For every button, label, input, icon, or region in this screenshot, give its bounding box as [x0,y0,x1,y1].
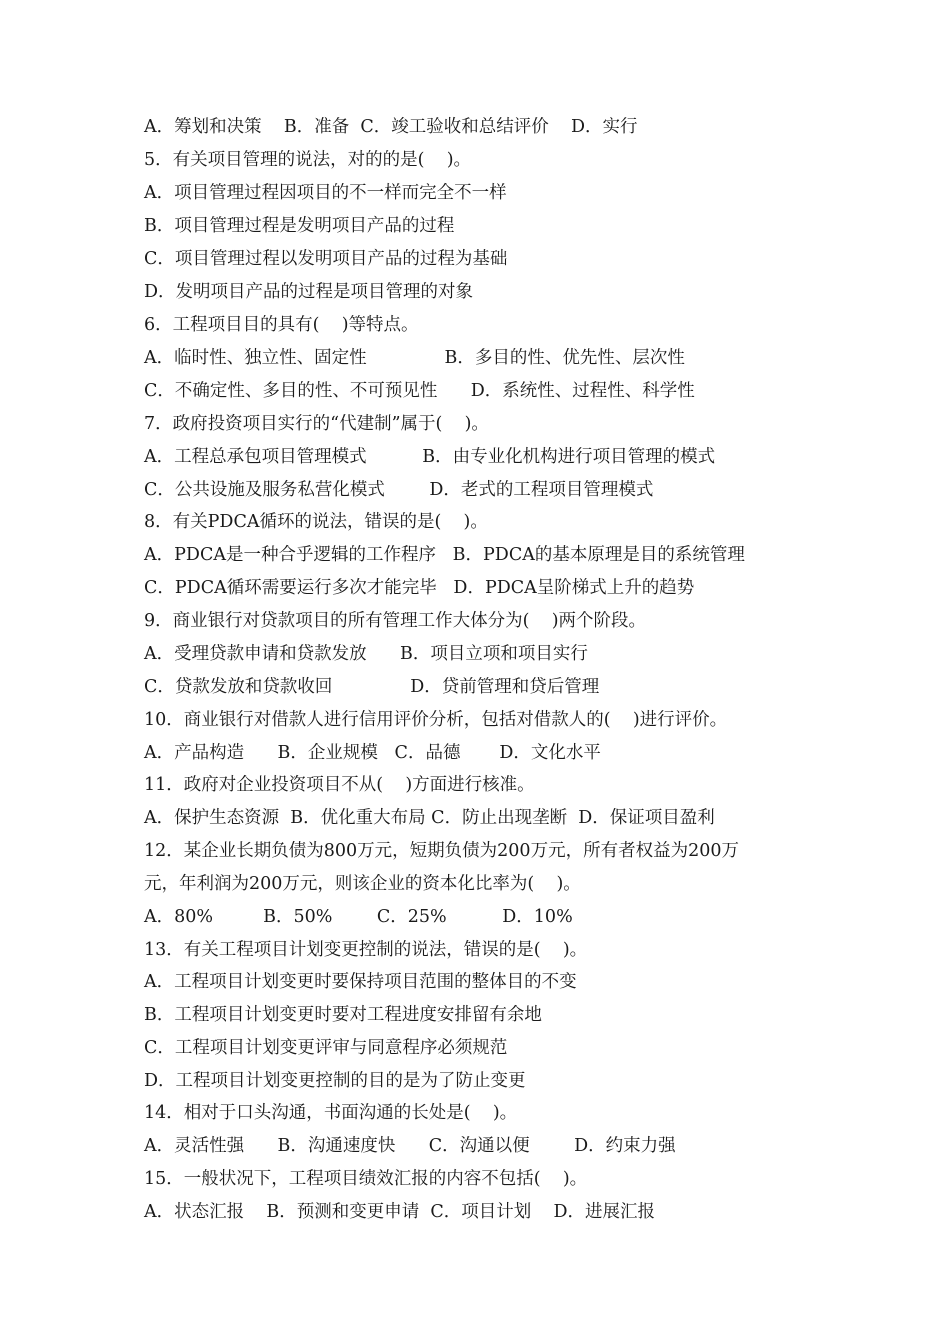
question-line: 8．有关PDCA循环的说法，错误的是( )。 [144,512,488,532]
question-line-continued: 元，年利润为200万元，则该企业的资本化比率为( )。 [144,874,581,894]
question-line: 9．商业银行对贷款项目的所有管理工作大体分为( )两个阶段。 [144,611,647,631]
option-line: A．PDCA是一种合乎逻辑的工作程序 B．PDCA的基本原理是目的系统管理 [144,545,745,565]
option-line: A．灵活性强 B．沟通速度快 C．沟通以便 D．约束力强 [144,1136,676,1156]
question-line: 6．工程项目目的具有( )等特点。 [144,315,419,335]
option-line: A．临时性、独立性、固定性 B．多目的性、优先性、层次性 [144,348,685,368]
option-line: C．不确定性、多目的性、不可预见性 D．系统性、过程性、科学性 [144,381,695,401]
option-line: C．PDCA循环需要运行多次才能完毕 D．PDCA呈阶梯式上升的趋势 [144,578,695,598]
option-line: A．筹划和决策 B．准备 C．竣工验收和总结评价 D．实行 [144,117,638,137]
option-line: B．项目管理过程是发明项目产品的过程 [144,216,455,236]
option-line: A．产品构造 B．企业规模 C．品德 D．文化水平 [144,743,601,763]
option-line: C．工程项目计划变更评审与同意程序必须规范 [144,1038,508,1058]
option-line: A．工程总承包项目管理模式 B．由专业化机构进行项目管理的模式 [144,447,716,467]
question-line: 5．有关项目管理的说法，对的的是( )。 [144,150,472,170]
question-line: 11．政府对企业投资项目不从( )方面进行核准。 [144,775,535,795]
question-line: 13．有关工程项目计划变更控制的说法，错误的是( )。 [144,940,588,960]
option-line: C．公共设施及服务私营化模式 D．老式的工程项目管理模式 [144,480,654,500]
option-line: A．保护生态资源 B．优化重大布局 C．防止出现垄断 D．保证项目盈利 [144,808,715,828]
option-line: A．80% B．50% C．25% D．10% [144,907,573,927]
question-line: 12．某企业长期负债为800万元，短期负债为200万元，所有者权益为200万 [144,841,739,861]
option-line: A．受理贷款申请和贷款发放 B．项目立项和项目实行 [144,644,588,664]
option-line: A．状态汇报 B．预测和变更申请 C．项目计划 D．进展汇报 [144,1202,656,1222]
option-line: D．工程项目计划变更控制的目的是为了防止变更 [144,1071,526,1091]
option-line: D．发明项目产品的过程是项目管理的对象 [144,282,474,302]
question-line: 15．一般状况下，工程项目绩效汇报的内容不包括( )。 [144,1169,588,1189]
option-line: C．贷款发放和贷款收回 D．贷前管理和贷后管理 [144,677,600,697]
question-line: 7．政府投资项目实行的“代建制”属于( )。 [144,414,489,434]
question-line: 10．商业银行对借款人进行信用评价分析，包括对借款人的( )进行评价。 [144,710,728,730]
option-line: B．工程项目计划变更时要对工程进度安排留有余地 [144,1005,542,1025]
option-line: A．项目管理过程因项目的不一样而完全不一样 [144,183,507,203]
option-line: C．项目管理过程以发明项目产品的过程为基础 [144,249,508,269]
question-line: 14．相对于口头沟通，书面沟通的长处是( )。 [144,1103,518,1123]
option-line: A．工程项目计划变更时要保持项目范围的整体目的不变 [144,972,577,992]
